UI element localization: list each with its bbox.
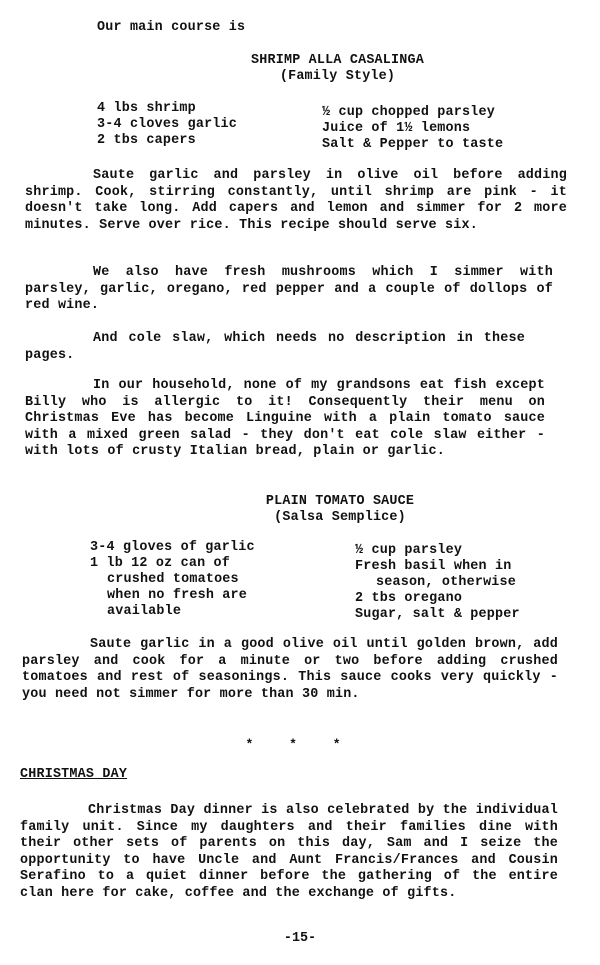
household-paragraph: In our household, none of my grandsons eat fish except Billy who is allergic to it! Consequently their menu on Christmas Eve has become Linguine with a plain tomato sauce with a mixed green salad - they don't eat cole slaw either - with lots of crusty Italian bread, plain or garlic. xyxy=(25,378,545,459)
recipe1-ingredient: Juice of 1½ lemons xyxy=(322,121,471,136)
recipe2-ingredient: Fresh basil when in xyxy=(355,559,512,574)
recipe1-ingredient: Salt & Pepper to taste xyxy=(322,137,504,152)
mushrooms-paragraph: We also have fresh mushrooms which I simmer with parsley, garlic, oregano, red pepper and a couple of dollops of red wine. xyxy=(25,265,553,313)
recipe2-ingredient: when no fresh are xyxy=(107,588,248,603)
recipe2-ingredient: season, otherwise xyxy=(376,575,517,590)
recipe1-subtitle: (Family Style) xyxy=(279,69,396,84)
recipe2-ingredient: 1 lb 12 oz can of xyxy=(90,556,231,571)
recipe2-method: Saute garlic in a good olive oil until golden brown, add parsley and cook for a minute or two before adding crushed tomatoes and rest of seasonings. This sauce cooks very quickly - you need not simmer for more than 30 min. xyxy=(22,637,558,702)
recipe1-method: Saute garlic and parsley in olive oil before adding shrimp. Cook, stirring constantly, until shrimp are pink - it doesn't take long. Add capers and lemon and simmer for 2 more minutes. Serve over rice. This recipe should serve six. xyxy=(25,168,567,233)
recipe1-ingredient: 3-4 cloves garlic xyxy=(97,117,238,132)
recipe2-ingredient: available xyxy=(107,604,182,619)
recipe1-ingredient: 2 tbs capers xyxy=(97,133,196,148)
recipe2-title: PLAIN TOMATO SAUCE xyxy=(265,494,415,509)
section-separator: * * * xyxy=(245,737,355,752)
christmas-day-heading: CHRISTMAS DAY xyxy=(20,767,128,782)
recipe2-ingredient: crushed tomatoes xyxy=(107,572,239,587)
recipe2-ingredient: 3-4 gloves of garlic xyxy=(90,540,255,555)
recipe1-ingredient: 4 lbs shrimp xyxy=(97,101,196,116)
recipe2-ingredient: 2 tbs oregano xyxy=(355,591,463,606)
recipe2-ingredient: Sugar, salt & pepper xyxy=(355,607,520,622)
recipe1-ingredient: ½ cup chopped parsley xyxy=(322,105,495,120)
recipe1-title: SHRIMP ALLA CASALINGA xyxy=(251,53,424,68)
christmas-paragraph: Christmas Day dinner is also celebrated by the individual family unit. Since my daughters and their families dine with their other sets of parents on this day, Sam and I seize the opportunity to have Uncle and Aunt Francis/Frances and Cousin Serafino to a quiet dinner before the gathering of the entire clan here for cake, coffee and the exchange of gifts. xyxy=(20,803,558,901)
coleslaw-paragraph: And cole slaw, which needs no description in these pages. xyxy=(25,331,525,363)
recipe2-subtitle: (Salsa Semplice) xyxy=(274,510,406,525)
recipe2-ingredient: ½ cup parsley xyxy=(355,543,463,558)
page-number: -15- xyxy=(283,931,317,946)
intro-line: Our main course is xyxy=(97,20,246,35)
